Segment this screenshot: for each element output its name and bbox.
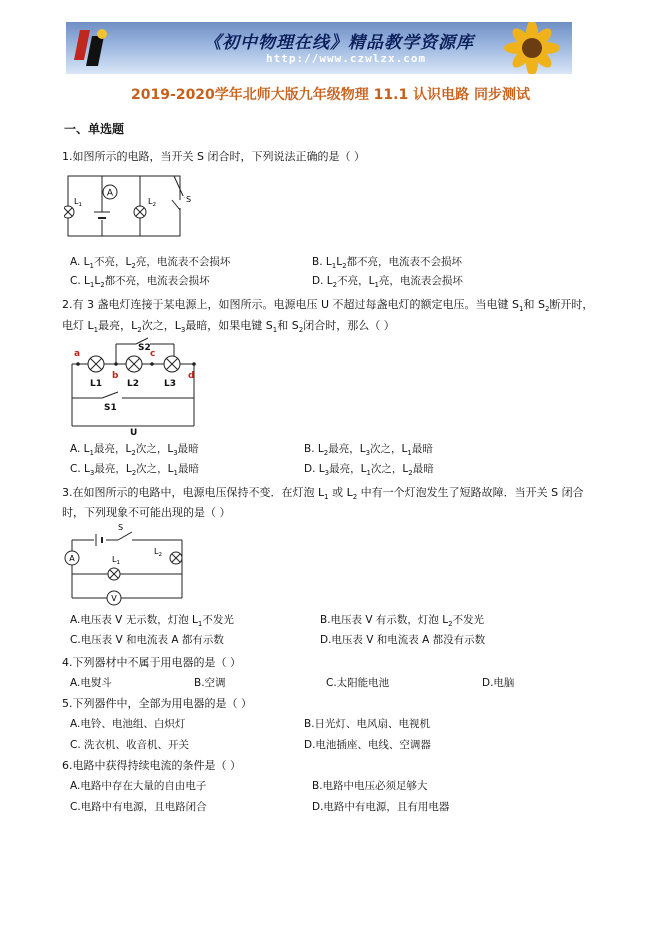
- q3-option-a[interactable]: A.电压表 V 无示数，灯泡 $L_1$不发光: [70, 614, 234, 629]
- sunflower-icon: [488, 22, 568, 74]
- q1-switch-label: S: [186, 195, 192, 204]
- q2-node-d: d: [188, 371, 195, 381]
- q5-option-a[interactable]: A.电铃、电池组、白炽灯: [70, 718, 186, 730]
- q3-option-d[interactable]: D.电压表 V 和电流表 A 都没有示数: [320, 634, 486, 646]
- q3-option-b[interactable]: B.电压表 V 有示数，灯泡 $L_2$不发光: [320, 614, 485, 629]
- q2-option-a[interactable]: A. $L_1$最亮，$L_2$次之，$L_3$最暗: [70, 443, 199, 458]
- q6-option-a[interactable]: A.电路中存在大量的自由电子: [70, 780, 207, 792]
- q3-voltmeter-label: V: [111, 594, 117, 603]
- q3-l1-label: $L_1$: [112, 555, 120, 566]
- q4-option-b[interactable]: B.空调: [194, 677, 226, 689]
- header-banner: [66, 22, 572, 74]
- q3-lamp-l2: [170, 552, 182, 564]
- q2-l3-label: L3: [164, 379, 176, 389]
- q2-s2-label: S2: [138, 343, 151, 353]
- q3-voltmeter: [107, 591, 121, 605]
- q3-l2-label: $L_2$: [154, 547, 162, 558]
- document-title: 2019-2020学年北师大版九年级物理 11.1 认识电路 同步测试: [131, 87, 530, 103]
- q5-option-b[interactable]: B.日光灯、电风扇、电视机: [304, 718, 431, 730]
- question-1-stem: 1.如图所示的电路，当开关 S 闭合时，下列说法正确的是（ ）: [62, 150, 365, 163]
- banner-title: 《初中物理在线》精品教学资源库: [204, 33, 474, 53]
- q6-option-c[interactable]: C.电路中有电源，且电路闭合: [70, 801, 207, 813]
- q2-option-d[interactable]: D. $L_3$最亮，$L_1$次之，$L_2$最暗: [304, 463, 434, 478]
- q1-ammeter-label: A: [106, 188, 114, 199]
- q1-l1-label: $L_1$: [74, 197, 82, 208]
- q3-option-c[interactable]: C.电压表 V 和电流表 A 都有示数: [70, 634, 224, 646]
- q1-option-a[interactable]: A. $L_1$不亮，$L_2$亮，电流表不会损坏: [70, 256, 231, 271]
- section-title: 一、单选题: [64, 122, 125, 136]
- q4-option-d[interactable]: D.电脑: [482, 677, 515, 689]
- question-3-stem-line-2: 时，下列现象不可能出现的是（ ）: [62, 506, 231, 519]
- q1-circuit-diagram: [64, 170, 194, 242]
- q6-option-d[interactable]: D.电路中有电源，且有用电器: [312, 801, 450, 813]
- question-2-stem-line-2: 电灯 $L_1$最亮，$L_2$次之，$L_3$最暗，如果电键 $S_1$和 $S_2$闭合时，那么（ ）: [62, 319, 395, 335]
- q2-l2-label: L2: [127, 379, 139, 389]
- q3-ammeter-label: A: [69, 554, 75, 563]
- q2-circuit-diagram: [64, 336, 214, 436]
- q1-option-c[interactable]: C. $L_1L_2$都不亮，电流表会损坏: [70, 275, 210, 290]
- q1-l2-label: $L_2$: [148, 197, 156, 208]
- q2-u-label: U: [130, 428, 138, 436]
- q4-option-a[interactable]: A.电熨斗: [70, 677, 112, 689]
- q4-option-c[interactable]: C.太阳能电池: [326, 677, 390, 689]
- q1-ammeter: [103, 185, 117, 199]
- q2-l1-label: L1: [90, 379, 102, 389]
- question-2-stem-line-1: 2.有 3 盏电灯连接于某电源上，如图所示。电源电压 U 不超过每盏电灯的额定电压。当电键 $S_1$和 $S_2$断开时，: [62, 298, 594, 314]
- q1-option-d[interactable]: D. $L_2$不亮，$L_1$亮，电流表会损坏: [312, 275, 463, 290]
- question-6-stem: 6.电路中获得持续电流的条件是（ ）: [62, 759, 241, 772]
- q2-s1-label: S1: [104, 403, 117, 413]
- question-3-stem-line-1: 3.在如图所示的电路中，电源电压保持不变．在灯泡 $L_1$ 或 $L_2$ 中有一个灯泡发生了短路故障．当开关 S 闭合: [62, 486, 584, 502]
- q2-option-c[interactable]: C. $L_3$最亮，$L_2$次之，$L_1$最暗: [70, 463, 199, 478]
- q3-ammeter: [65, 551, 79, 565]
- q3-lamp-l1: [108, 568, 120, 580]
- q6-option-b[interactable]: B.电路中电压必须足够大: [312, 780, 428, 792]
- question-5-stem: 5.下列器件中，全部为用电器的是（ ）: [62, 697, 252, 710]
- banner-url: http://www.czwlzx.com: [266, 52, 427, 65]
- site-logo-icon: [72, 26, 112, 70]
- q3-circuit-diagram: [64, 524, 194, 610]
- q1-lamp-l2: [134, 206, 146, 218]
- question-4-stem: 4.下列器材中不属于用电器的是（ ）: [62, 656, 241, 669]
- q3-switch-label: S: [118, 524, 124, 532]
- q5-option-d[interactable]: D.电池插座、电线、空调器: [304, 739, 431, 751]
- q2-option-b[interactable]: B. $L_2$最亮，$L_3$次之，$L_1$最暗: [304, 443, 433, 458]
- q1-option-b[interactable]: B. $L_1L_2$都不亮，电流表不会损坏: [312, 256, 463, 271]
- q1-lamp-l1: [64, 206, 74, 218]
- q5-option-c[interactable]: C. 洗衣机、收音机、开关: [70, 739, 190, 751]
- q2-node-b: b: [112, 371, 119, 381]
- q2-node-c: c: [150, 349, 156, 359]
- q2-node-a: a: [74, 349, 81, 359]
